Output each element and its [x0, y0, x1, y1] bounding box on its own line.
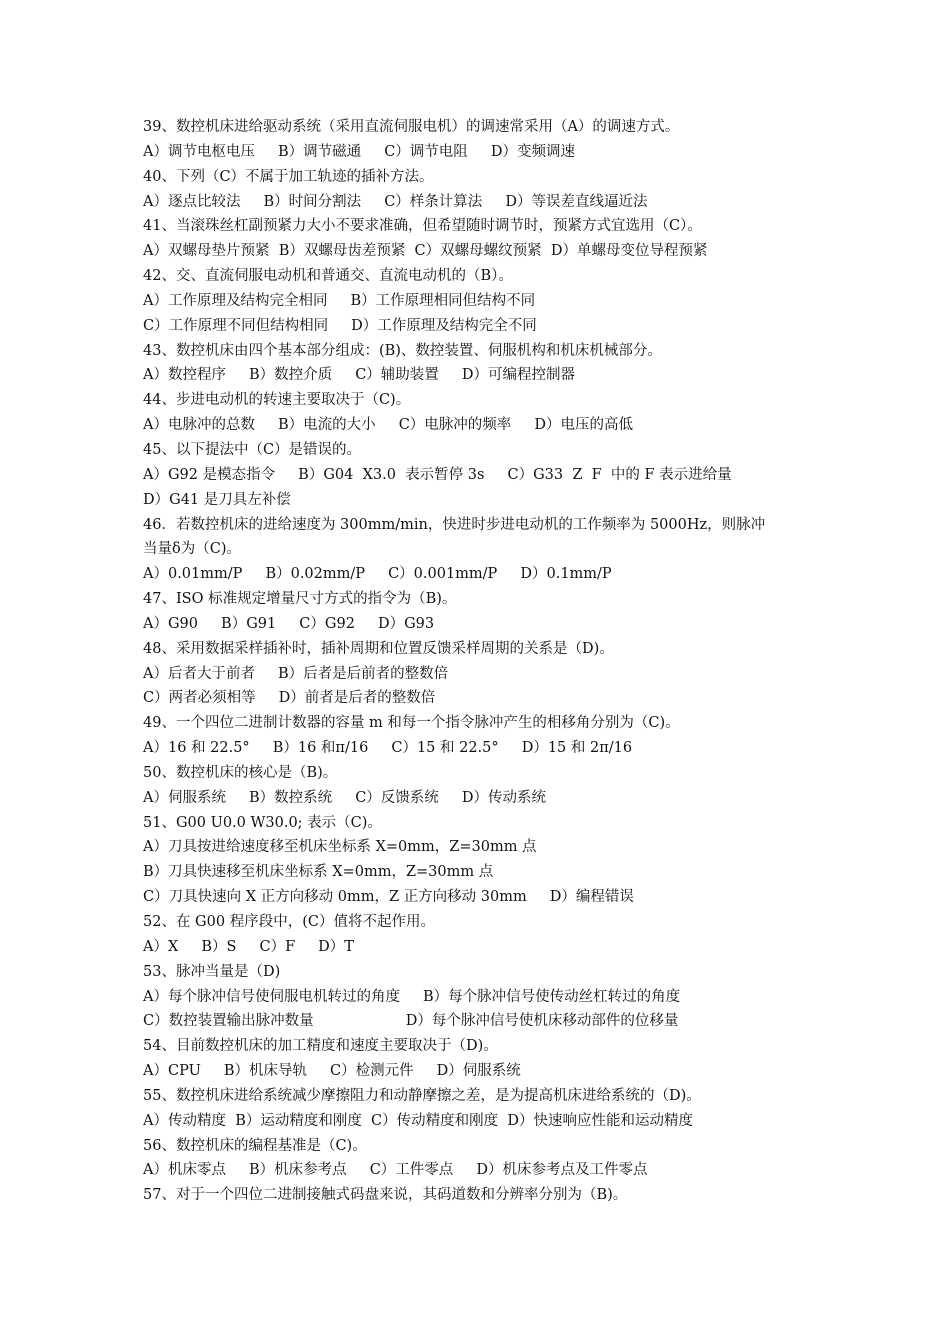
- question-text: 39、数控机床进给驱动系统（采用直流伺服电机）的调速常采用（A）的调速方式。: [143, 119, 680, 135]
- question-text: 43、数控机床由四个基本部分组成：(B)、数控装置、伺服机构和机床机械部分。: [143, 342, 662, 359]
- question-text: 44、步进电动机的转速主要取决于（C)。: [143, 392, 411, 409]
- answer-options: A）传动精度 B）运动精度和刚度 C）传动精度和刚度 D）快速响应性能和运动精度: [143, 1112, 693, 1129]
- question-text: 42、交、直流伺服电动机和普通交、直流电动机的（B）。: [143, 268, 513, 285]
- question-text: 当量δ为（C)。: [143, 541, 241, 558]
- question-text: 46．若数控机床的进给速度为 300mm/min，快进时步进电动机的工作频率为 5000Hz，则脉冲: [143, 516, 766, 533]
- question-text: 47、ISO 标准规定增量尺寸方式的指令为（B)。: [143, 591, 457, 608]
- question-text: 40、下列（C）不属于加工轨迹的插补方法。: [143, 168, 434, 185]
- answer-options: A）16 和 22.5° B）16 和π/16 C）15 和 22.5° D）15 和 2π/16: [143, 740, 633, 757]
- answer-options: A）调节电枢电压 B）调节磁通 C）调节电阻 D）变频调速: [143, 143, 575, 160]
- answer-options: A）CPU B）机床导轨 C）检测元件 D）伺服系统: [143, 1063, 521, 1080]
- answer-options: C）数控装置输出脉冲数量 D）每个脉冲信号使机床移动部件的位移量: [143, 1013, 679, 1030]
- question-text: 49、一个四位二进制计数器的容量 m 和每一个指令脉冲产生的相移角分别为（C)。: [143, 715, 680, 732]
- answer-options: A）刀具按进给速度移至机床坐标系 X=0mm，Z=30mm 点: [143, 839, 537, 856]
- answer-options: A）X B）S C）F D）T: [143, 938, 354, 955]
- question-text: 57、对于一个四位二进制接触式码盘来说，其码道数和分辨率分别为（B)。: [143, 1187, 628, 1204]
- answer-options: A）每个脉冲信号使伺服电机转过的角度 B）每个脉冲信号使传动丝杠转过的角度: [143, 988, 681, 1005]
- question-text: 45、以下提法中（C）是错误的。: [143, 441, 362, 458]
- answer-options: A）数控程序 B）数控介质 C）辅助装置 D）可编程控制器: [143, 367, 575, 384]
- answer-options: A）工作原理及结构完全相同 B）工作原理相同但结构不同: [143, 292, 536, 309]
- answer-options: A）0.01mm/P B）0.02mm/P C）0.001mm/P D）0.1mm/P: [143, 566, 612, 583]
- answer-options: A）G92 是模态指令 B）G04 X3.0 表示暂停 3s C）G33 Z F 中的 F 表示进给量: [143, 466, 732, 483]
- question-text: 53、脉冲当量是（D): [143, 963, 281, 980]
- question-text: 41、当滚珠丝杠副预紧力大小不要求准确，但希望随时调节时，预紧方式宜选用（C）。: [143, 218, 702, 235]
- question-list: [143, 115, 823, 1208]
- answer-options: A）后者大于前者 B）后者是后前者的整数倍: [143, 665, 449, 682]
- answer-options: A）逐点比较法 B）时间分割法 C）样条计算法 D）等误差直线逼近法: [143, 193, 648, 210]
- answer-options: B）刀具快速移至机床坐标系 X=0mm，Z=30mm 点: [143, 864, 494, 881]
- question-text: 54、目前数控机床的加工精度和速度主要取决于（D)。: [143, 1038, 498, 1055]
- answer-options: A）双螺母垫片预紧 B）双螺母齿差预紧 C）双螺母螺纹预紧 D）单螺母变位导程预紧: [143, 243, 708, 260]
- answer-options: A）机床零点 B）机床参考点 C）工件零点 D）机床参考点及工件零点: [143, 1162, 648, 1179]
- question-text: 55、数控机床进给系统减少摩擦阻力和动静摩擦之差，是为提高机床进给系统的（D)。: [143, 1087, 701, 1104]
- question-text: 52、在 G00 程序段中，(C）值将不起作用。: [143, 914, 435, 930]
- answer-options: C）工作原理不同但结构相同 D）工作原理及结构完全不同: [143, 317, 537, 334]
- answer-options: C）刀具快速向 X 正方向移动 0mm，Z 正方向移动 30mm D）编程错误: [143, 889, 634, 906]
- answer-options: C）两者必须相等 D）前者是后者的整数倍: [143, 690, 436, 707]
- question-text: 51、G00 U0.0 W30.0; 表示（C)。: [143, 814, 382, 831]
- question-text: 50、数控机床的核心是（B)。: [143, 764, 338, 781]
- answer-options: A）G90 B）G91 C）G92 D）G93: [143, 615, 435, 632]
- question-text: 48、采用数据采样插补时，插补周期和位置反馈采样周期的关系是（D)。: [143, 640, 614, 657]
- answer-options: A）电脉冲的总数 B）电流的大小 C）电脉冲的频率 D）电压的高低: [143, 417, 633, 434]
- question-text: 56、数控机床的编程基准是（C)。: [143, 1137, 367, 1154]
- answer-options: A）伺服系统 B）数控系统 C）反馈系统 D）传动系统: [143, 789, 546, 806]
- answer-options: D）G41 是刀具左补偿: [143, 491, 291, 508]
